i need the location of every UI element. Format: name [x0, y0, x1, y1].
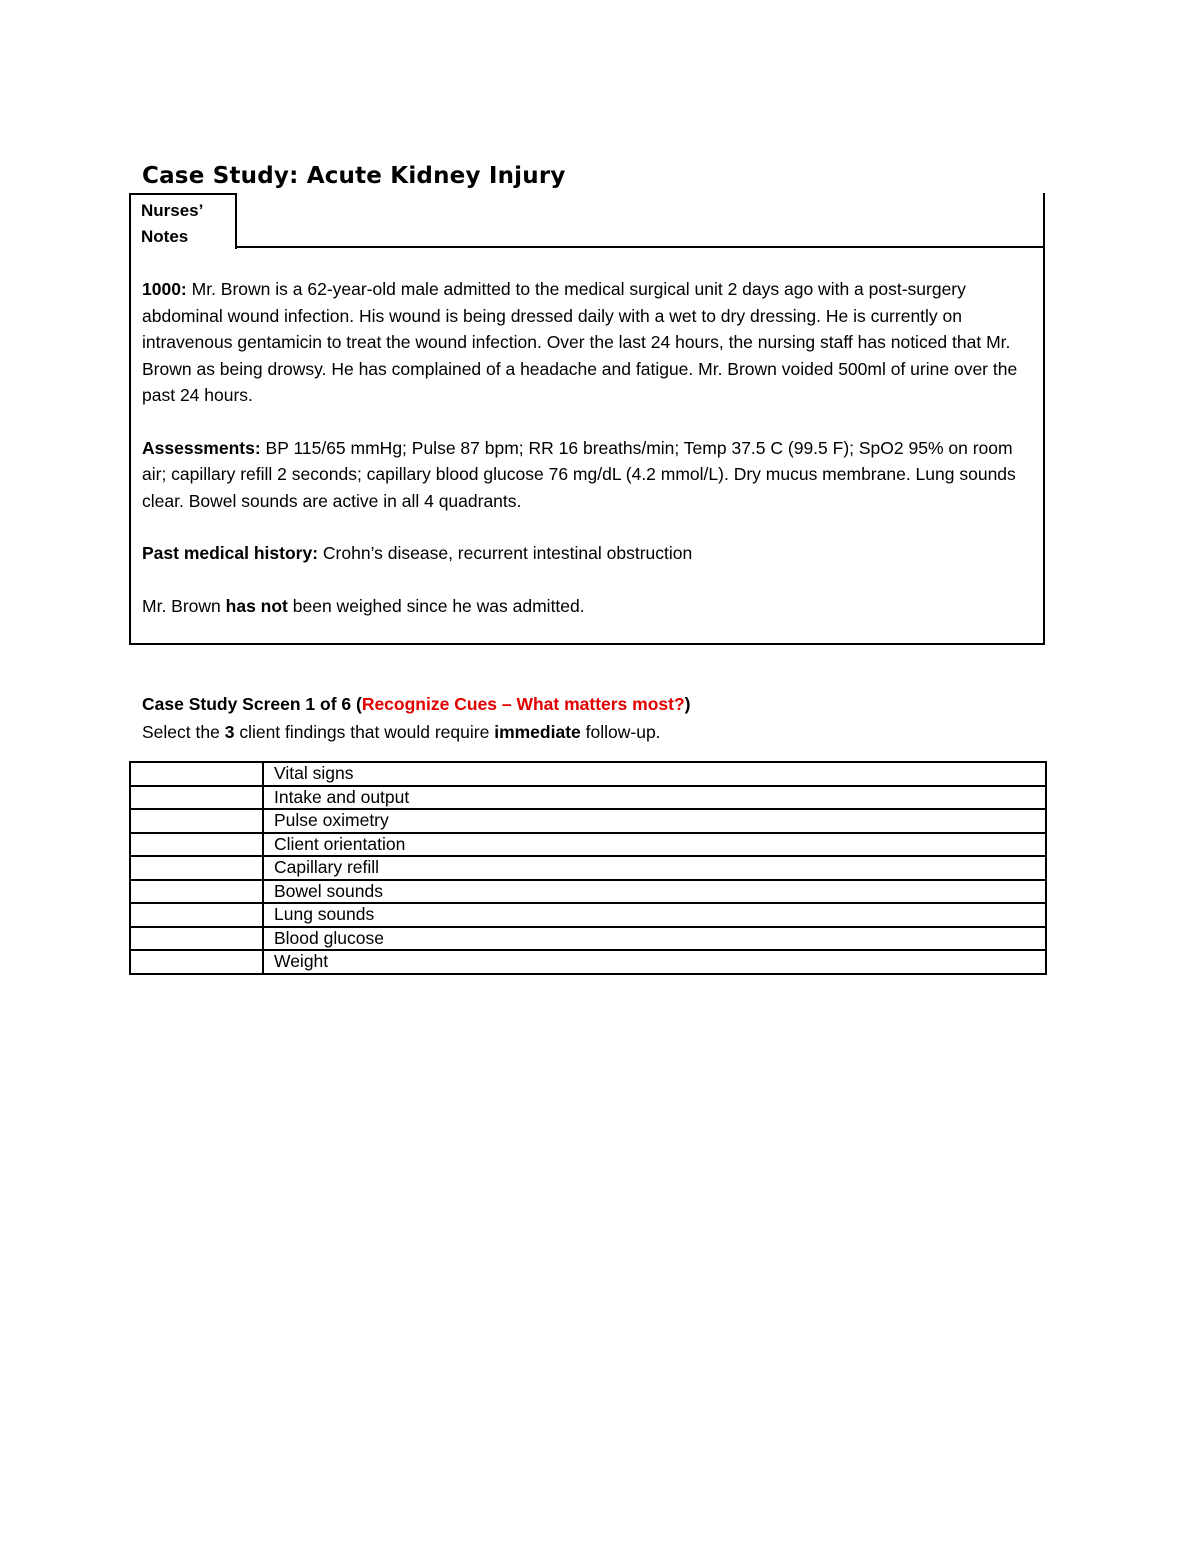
entry-text: Mr. Brown is a 62-year-old male admitted to the medical surgical unit 2 days ago with a post-surgery abdominal wound infection. His wound is being dressed daily with a wet to dry dressing. He is currently on intravenous gentamicin to treat the wound infection. Over the last 24 hours, the nursing staff has noticed that Mr. Brown as being drowsy. He has complained of a headache and fatigue. Mr. Brown voided 500ml of urine over the past 24 hours.	[142, 279, 1018, 405]
assessments-text: BP 115/65 mmHg; Pulse 87 bpm; RR 16 breaths/min; Temp 37.5 C (99.5 F); SpO2 95% on room air; capillary refill 2 seconds; capillary blood glucose 76 mg/dL (4.2 mmol/L). Dry mucus membrane. Lung sounds clear. Bowel sounds are active in all 4 quadrants.	[142, 437, 1016, 511]
finding-label: Pulse oximetry	[263, 809, 1046, 833]
selection-cell[interactable]	[130, 786, 263, 810]
instr-number: 3	[224, 722, 235, 742]
selection-cell[interactable]	[130, 950, 263, 974]
findings-table	[129, 761, 1047, 975]
table-row[interactable]	[130, 856, 1046, 880]
screen-heading-close: )	[684, 694, 691, 714]
finding-label: Bowel sounds	[263, 880, 1046, 904]
table-row[interactable]	[130, 950, 1046, 974]
page-title: Case Study: Acute Kidney Injury	[142, 163, 566, 189]
finding-label: Weight	[263, 950, 1046, 974]
screen-instruction	[142, 718, 691, 746]
selection-cell[interactable]	[130, 809, 263, 833]
notes-weight	[142, 593, 1037, 620]
selection-cell[interactable]	[130, 927, 263, 951]
finding-label: Client orientation	[263, 833, 1046, 857]
table-row[interactable]	[130, 880, 1046, 904]
screen-instructions	[142, 690, 691, 746]
screen-heading	[142, 690, 691, 718]
notes-tab-line1: Nurses’	[141, 201, 204, 220]
entry-time: 1000:	[142, 279, 187, 299]
instr-mid: client findings that would require	[239, 722, 490, 742]
notes-assessments	[142, 435, 1037, 515]
nurses-notes-box	[129, 193, 1045, 645]
weight-text-pre: Mr. Brown	[142, 595, 221, 616]
notes-history	[142, 540, 1037, 567]
finding-label: Vital signs	[263, 762, 1046, 786]
table-row[interactable]	[130, 809, 1046, 833]
selection-cell[interactable]	[130, 833, 263, 857]
nurses-notes-tab	[131, 193, 237, 249]
selection-cell[interactable]	[130, 856, 263, 880]
notes-entry	[142, 276, 1037, 409]
notes-tab-line2: Notes	[141, 227, 189, 246]
instr-emphasis: immediate	[494, 722, 581, 742]
finding-label: Intake and output	[263, 786, 1046, 810]
weight-text-post: been weighed since he was admitted.	[292, 595, 585, 616]
finding-label: Blood glucose	[263, 927, 1046, 951]
finding-label: Lung sounds	[263, 903, 1046, 927]
screen-heading-highlight: Recognize Cues – What matters most?	[361, 694, 685, 714]
selection-cell[interactable]	[130, 880, 263, 904]
history-text: Crohn’s disease, recurrent intestinal obstruction	[322, 543, 693, 563]
instr-post: follow-up.	[585, 722, 661, 742]
notes-header-rule	[235, 246, 1043, 248]
table-row[interactable]	[130, 903, 1046, 927]
screen-heading-text: Case Study Screen 1 of 6 (	[142, 694, 362, 714]
table-row[interactable]	[130, 762, 1046, 786]
notes-body	[142, 276, 1037, 645]
weight-text-bold: has not	[225, 595, 288, 616]
finding-label: Capillary refill	[263, 856, 1046, 880]
table-row[interactable]	[130, 927, 1046, 951]
selection-cell[interactable]	[130, 903, 263, 927]
history-label: Past medical history:	[142, 543, 319, 563]
table-row[interactable]	[130, 786, 1046, 810]
instr-pre: Select the	[142, 722, 220, 742]
table-row[interactable]	[130, 833, 1046, 857]
assessments-label: Assessments:	[142, 437, 261, 458]
selection-cell[interactable]	[130, 762, 263, 786]
